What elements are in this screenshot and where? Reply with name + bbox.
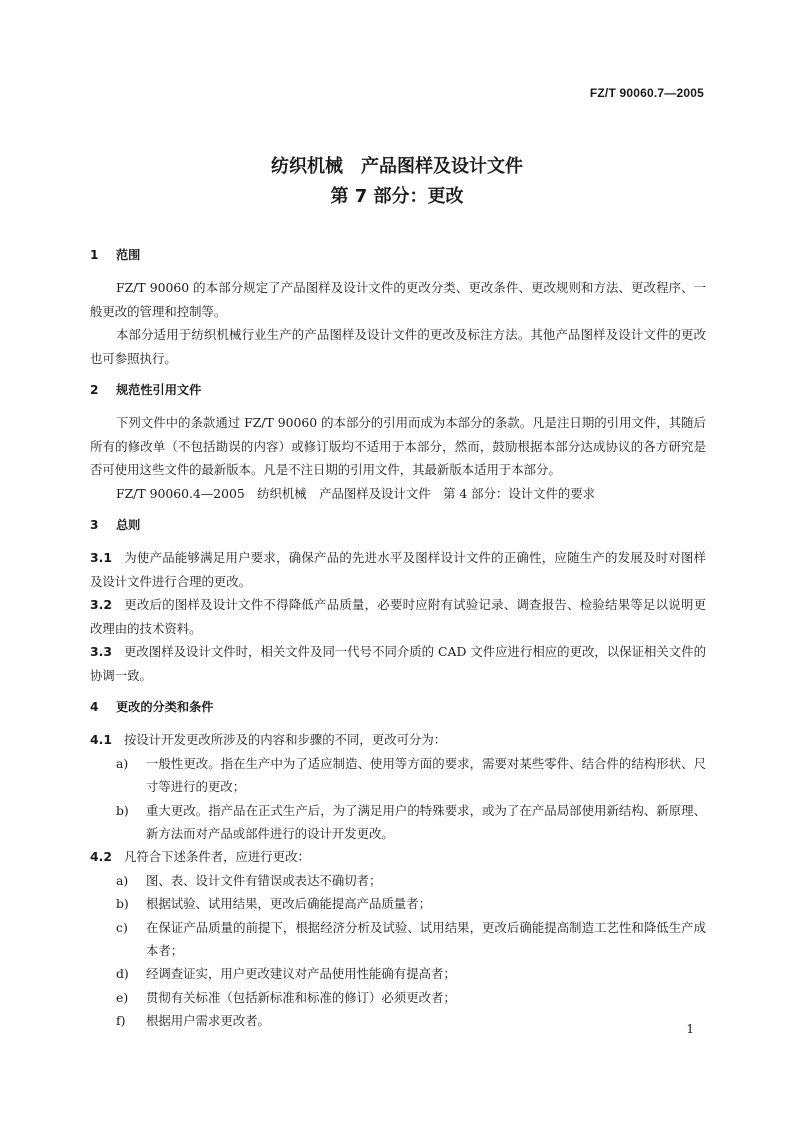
clause-number: 4.2: [90, 849, 112, 865]
list-item-text: 一般性更改。指在生产中为了适应制造、使用等方面的要求，需要对某些零件、结合件的结构形状、尺寸等进行的更改；: [146, 755, 706, 795]
list-item: [90, 962, 706, 985]
list-marker: a): [116, 755, 129, 771]
reference-entry: FZ/T 90060.4—2005 纺织机械 产品图样及设计文件 第 4 部分：设计文件的要求: [116, 485, 596, 501]
list-item-text: 图、表、设计文件有错误或表达不确切者；: [146, 872, 382, 888]
document-subtitle: 第 7 部分：更改: [330, 186, 464, 207]
list-marker: b): [116, 896, 129, 912]
standard-code: FZ/T 90060.7—2005: [589, 86, 704, 100]
clause-text: 更改后的图样及设计文件不得降低产品质量，必要时应附有试验记录、调查报告、检验结果等足以说明更改理由的技术资料。: [90, 597, 706, 636]
document-title: 纺织机械 产品图样及设计文件: [271, 156, 523, 177]
list-item-text: 重大更改。指产品在正式生产后，为了满足用户的特殊要求，或为了在产品局部使用新结构、新原理、新方法而对产品或部件进行的设计开发更改。: [146, 802, 706, 841]
list-item-text: 经调查证实，用户更改建议对产品使用性能确有提高者；: [146, 966, 456, 982]
section-heading-general: [90, 514, 706, 537]
section-number: 3: [90, 518, 99, 533]
clause-text: 按设计开发更改所涉及的内容和步骤的不同，更改可分为：: [124, 732, 447, 748]
section-title: 更改的分类和条件: [116, 699, 214, 714]
clause-4-1: [90, 728, 706, 751]
list-item: [90, 1009, 706, 1032]
list-item-text: 根据用户需求更改者。: [146, 1013, 270, 1029]
section-number: 1: [90, 248, 99, 262]
list-item-text: 贯彻有关标准（包括新标准和标准的修订）必须更改者；: [146, 989, 456, 1005]
clause-text: 为使产品能够满足用户要求，确保产品的先进水平及图样设计文件的正确性，应随生产的发展及时对图样及设计文件进行合理的更改。: [90, 550, 706, 589]
clause-number: 4.1: [90, 732, 112, 748]
clause-3-1: [90, 546, 706, 593]
list-item-text: 在保证产品质量的前提下，根据经济分析及试验、试用结果，更改后确能提高制造工艺性和降低生产成本者；: [146, 919, 706, 958]
clause-3-2: [90, 593, 706, 640]
section-title: 范围: [116, 248, 141, 262]
paragraph: 本部分适用于纺织机械行业生产的产品图样及设计文件的更改及标注方法。其他产品图样及设计文件的更改也可参照执行。: [90, 327, 706, 366]
list-item: [90, 892, 706, 915]
list-marker: b): [116, 802, 129, 818]
list-marker: e): [116, 989, 129, 1005]
list-marker: a): [116, 872, 129, 888]
list-item: [90, 752, 706, 799]
paragraph: 下列文件中的条款通过 FZ/T 90060 的本部分的引用而成为本部分的条款。凡是注日期的引用文件，其随后所有的修改单（不包括勘误的内容）或修订版均不适用于本部分，然而，鼓励根据本部分达成协议的各方研究是否可使用这些文件的最新版本。凡是不注日期的引用文件，其最新版本适用于本部分。: [90, 415, 706, 478]
clause-4-2: [90, 845, 706, 868]
section-heading-classification: [90, 696, 706, 719]
list-marker: c): [116, 919, 128, 935]
section-heading-scope: [90, 244, 706, 267]
clause-number: 3.1: [90, 550, 112, 566]
document-body: [90, 244, 706, 1033]
clause-3-3: [90, 640, 706, 687]
list-item: [90, 799, 706, 846]
list-item: [90, 869, 706, 892]
section-number: 4: [90, 699, 99, 714]
list-marker: d): [116, 966, 129, 982]
clause-number: 3.3: [90, 644, 112, 660]
section-title: 总则: [116, 518, 141, 533]
list-item: [90, 916, 706, 963]
clause-text: 更改图样及设计文件时，相关文件及同一代号不同介质的 CAD 文件应进行相应的更改，以保证相关文件的协调一致。: [90, 644, 706, 683]
section-heading-normative-references: [90, 379, 706, 402]
section-title: 规范性引用文件: [116, 383, 202, 398]
clause-number: 3.2: [90, 597, 112, 613]
paragraph: FZ/T 90060 的本部分规定了产品图样及设计文件的更改分类、更改条件、更改规则和方法、更改程序、一般更改的管理和控制等。: [90, 280, 706, 319]
page-number: 1: [686, 1022, 694, 1036]
list-item: [90, 986, 706, 1009]
clause-text: 凡符合下述条件者，应进行更改：: [124, 849, 310, 865]
section-number: 2: [90, 383, 99, 398]
list-marker: f): [116, 1013, 126, 1029]
list-item-text: 根据试验、试用结果，更改后确能提高产品质量者；: [146, 896, 431, 912]
